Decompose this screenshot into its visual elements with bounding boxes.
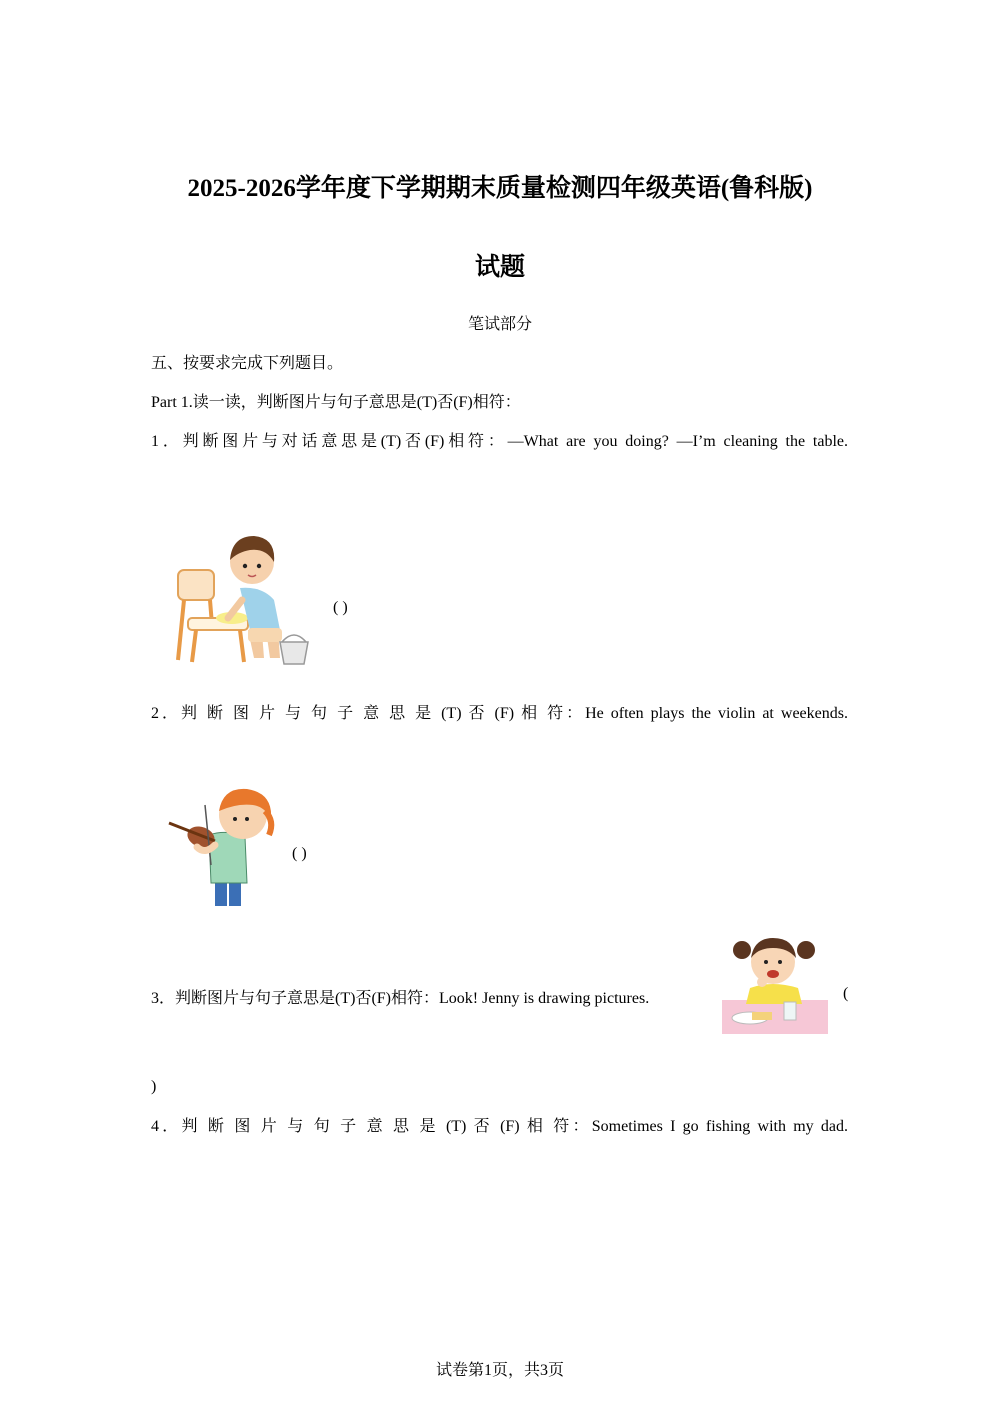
question-prompt: 判 断 图 片 与 句 子 意 思 是 (T) 否 (F) 相 符： (181, 705, 586, 722)
boy-playing-violin-image (165, 785, 280, 907)
answer-blank-open[interactable]: ( (843, 985, 849, 1002)
section-label: 笔试部分 (467, 316, 532, 333)
question-sentence: Look! Jenny is drawing pictures. (439, 990, 650, 1007)
boy-cleaning-chair-image (170, 530, 315, 670)
question-number: 3． (151, 990, 176, 1007)
part1-heading: Part 1.读一读，判断图片与句子意思是(T)否(F)相符： (151, 394, 521, 411)
question-prompt: 判 断 图 片 与 句 子 意 思 是 (T) 否 (F) 相 符： (181, 1118, 592, 1135)
page-title: 2025-2026学年度下学期期末质量检测四年级英语(鲁科版) (187, 175, 813, 202)
question-1 (151, 428, 848, 451)
question-prompt: 判断图片与对话意思是(T)否(F)相符： (182, 433, 508, 450)
question-sentence: He often plays the violin at weekends. (585, 705, 848, 722)
answer-blank-close: ) (151, 1078, 157, 1095)
question-number: 2． (151, 705, 182, 722)
girl-eating-image (722, 932, 828, 1034)
answer-blank[interactable]: ( ) (292, 845, 307, 862)
question-4 (151, 1113, 848, 1136)
question-sentence: —What are you doing? —I’m cleaning the table. (507, 433, 848, 450)
question-sentence: Sometimes I go fishing with my dad. (591, 1118, 848, 1135)
page-title-continued: 试题 (474, 254, 525, 281)
instruction: 五、按要求完成下列题目。 (151, 355, 344, 372)
answer-blank[interactable]: ( ) (333, 599, 348, 616)
page-footer: 试卷第1页，共3页 (435, 1362, 564, 1379)
question-prompt: 判断图片与句子意思是(T)否(F)相符： (175, 990, 440, 1007)
question-number: 1． (151, 433, 183, 450)
question-number: 4． (151, 1118, 182, 1135)
question-2 (151, 700, 848, 723)
question-3 (151, 985, 649, 1008)
